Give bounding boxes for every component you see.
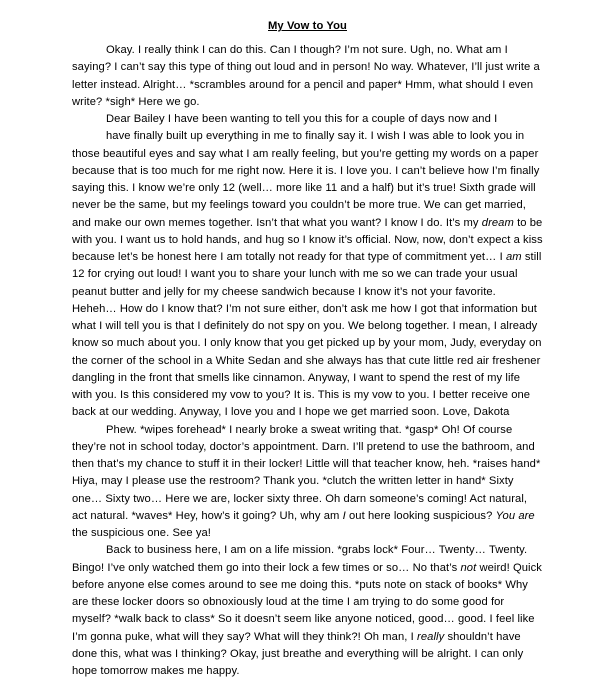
- italic-text: I: [342, 509, 346, 522]
- text-run: shouldn’t have done this, what was I thinking? Okay, just breathe and everything will be alright. I can only hope tomorrow makes me happy.: [72, 630, 524, 677]
- text-run: Okay. I really think I can do this. Can I though? I’m not sure. Ugh, no. What am I saying? I can’t say this type of thing out loud and in person! No way. Whatever, I’ll just write a letter instead. Alright… *scrambles around for a pencil and paper* Hmm, what should I even write? *sigh* Here we go.: [72, 44, 540, 108]
- paragraph-letter-line-two: [72, 128, 543, 145]
- text-run: those beautiful eyes and say what I am really feeling, but you’re getting my words on a paper because that is too much for me right now. Here it is. I love you. I can’t believe how I’m finally saying this. I know we’re only 12 (well… more like 11 and a half) but it’s true! Sixth grade will never be the same, but my feelings toward you couldn’t be more true. We can get married, and make our own memes together. Isn’t that what you want? I know I do. It’s my: [72, 147, 540, 229]
- italic-text: are: [518, 509, 535, 522]
- italic-text: am: [505, 251, 522, 263]
- italic-text: dream: [481, 216, 514, 229]
- text-run: have finally built up everything in me to finally say it. I wish I was able to look you in: [106, 130, 525, 143]
- paragraph-back-to-business: [72, 542, 543, 680]
- text-run: Back to business here, I am on a life mission. *grabs lock* Four… Twenty… Twenty. Bingo! I’ve only watched them go into their lock a few times or so… No that’s: [72, 544, 528, 574]
- document-title: My Vow to You: [268, 20, 347, 32]
- text-run: to be with you. I want us to hold hands, and hug so I know it’s official. Now, now, don’t expect a kiss because let’s be honest here I am totally not ready for that type of commitment yet… I: [72, 216, 543, 263]
- text-run: Phew. *wipes forehead* I nearly broke a sweat writing that. *gasp* Oh! Of course they’re not in school today, doctor’s appointment. Darn. I’ll pretend to use the bathroom, and then that’s my chance to stuff it in their locker! Little will that teacher know, heh. *raises hand* Hiya, may I please use the restroom? Thank you. *clutch the written letter in hand* Sixty one… Sixty two… Here we are, locker sixty three. Oh darn someone’s coming! Act natural, act natural. *waves* Hey, how’s it going? Uh, why am: [72, 423, 541, 522]
- paragraph-intro: [72, 42, 543, 111]
- italic-text: not: [460, 561, 477, 574]
- text-run: out here looking suspicious?: [345, 509, 496, 522]
- text-run: still 12 for crying out loud! I want you to share your lunch with me so we can trade your usual peanut butter and jelly for my cheese sandwich because I know it’s not your favorite. Heheh… How do I know that? I’m not sure either, don’t ask me how I got that information but what I will tell you is that I definitely do not spy on you. We belong together. I mean, I already know so much about you. I only know that you get picked up by your mom, Judy, everyday on the corner of the school in a White Sedan and she always has that cute little red air freshener dangling in the front that smells like cinnamon. Anyway, I want to spend the rest of my life with you. Is this considered my vow to you? It is. This is my vow to you. I better receive one back at our wedding. Anyway, I love you and I hope we get married soon. Love, Dakota: [72, 251, 542, 419]
- paragraph-locker-scene: [72, 422, 543, 543]
- italic-text: You: [495, 509, 516, 522]
- paragraph-letter-body: [72, 146, 543, 422]
- paragraph-letter-greeting: [72, 111, 543, 128]
- text-run: the suspicious one. See ya!: [72, 527, 211, 539]
- text-run: weird! Quick before anyone else comes around to see me doing this. *puts note on stack of books* Why are these locker doors so obnoxiously loud at the time I am trying to do some good for myself? *walk back to class* So it doesn’t seem like anyone noticed, good… good. I feel like I’m gonna puke, what will they say? What will they think?! Oh man, I: [72, 561, 542, 643]
- italic-text: really: [417, 630, 445, 643]
- text-run: Dear Bailey I have been wanting to tell you this for a couple of days now and I: [106, 113, 498, 125]
